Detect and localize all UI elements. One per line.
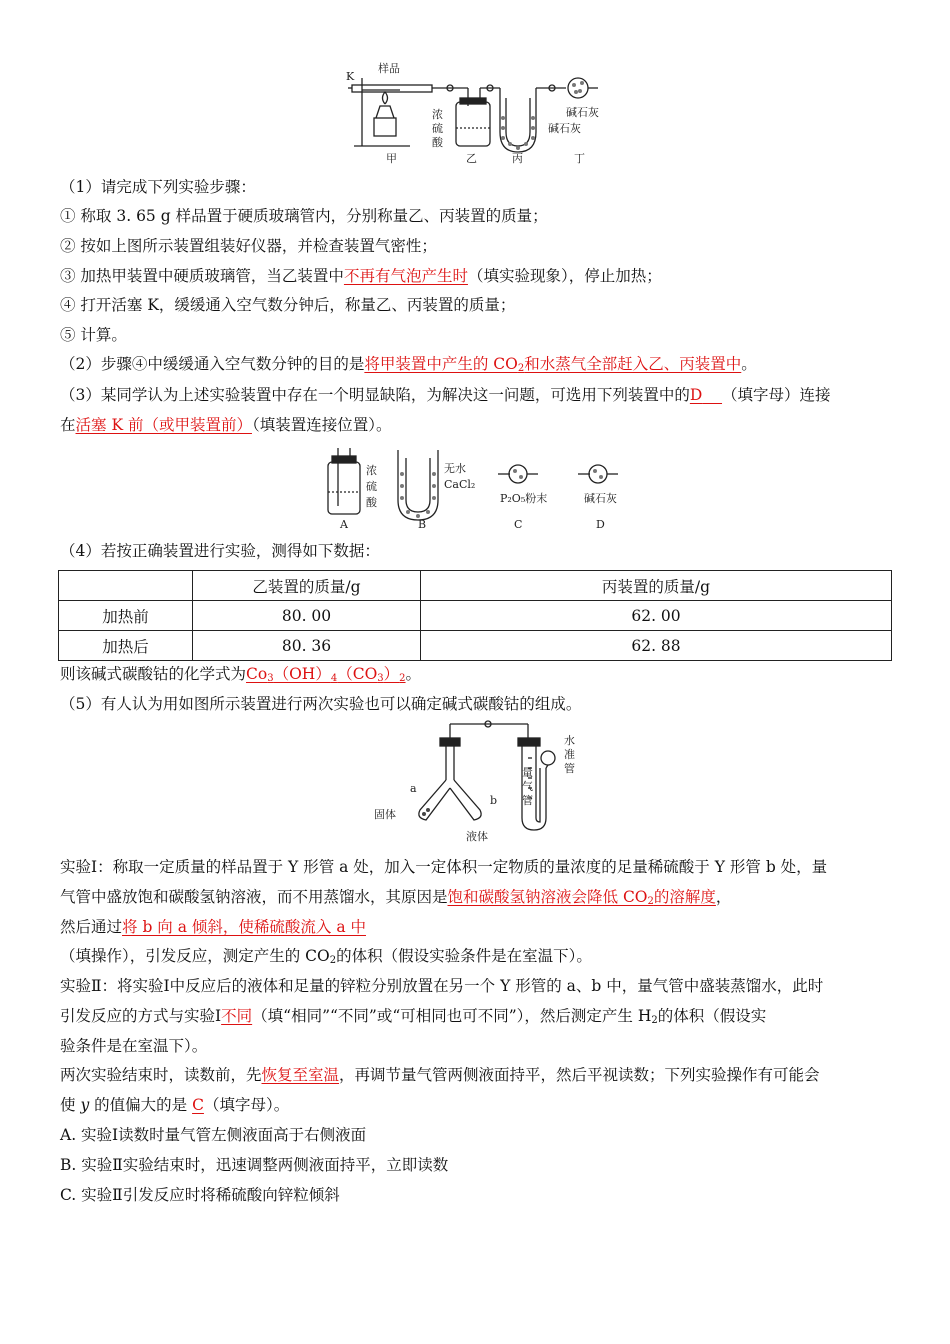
q3-pre2: 在 [60,416,76,434]
label-k: K [346,70,355,83]
q5-option-a: A. 实验Ⅰ读数时量气管左侧液面高于右侧液面 [60,1126,367,1144]
table-header-cell: 乙装置的质量/g [193,571,421,601]
q5-exp1-comma: ， [715,888,732,906]
q4-formula-text: 则该碱式碳酸钴的化学式为 [60,665,247,683]
choice-a: A [340,518,348,531]
choice-a-acid-1: 浓 [366,464,377,477]
label-acid-3: 酸 [432,136,443,149]
q5-exp1-line-1: 实验Ⅰ：称取一定质量的样品置于 Y 形管 a 处，加入一定体积一定物质的量浓度的足量稀硫酸于 Y 形管 b 处，量 [60,858,828,876]
label-sample: 样品 [378,62,400,75]
table-cell: 80. 36 [193,631,421,661]
q1-step-3-text: ③ 加热甲装置中硬质玻璃管，当乙装置中 [60,267,344,285]
q5-title: （5）有人认为用如图所示装置进行两次实验也可以确定碱式碳酸钴的组成。 [60,695,582,713]
choice-a-acid-2: 硫 [366,480,377,493]
q1-step-5: ⑤ 计算。 [60,326,127,344]
q3-answer-1: D [689,386,703,404]
q3-line-2 [60,415,895,435]
choice-b: B [418,518,427,531]
q4-formula-answer: $Co_3(OH)_4(CO_3)_2$ [246,665,406,684]
q4-title: （4）若按正确装置进行实验，测得如下数据： [60,542,380,560]
q5-choice-answer: C [192,1096,204,1114]
q1-step-3-tail: （填实验现象），停止加热； [467,267,662,285]
label-yi: 乙 [466,152,477,165]
q1-step-4: ④ 打开活塞 K，缓缓通入空气数分钟后，称量乙、丙装置的质量； [60,296,516,314]
q5-reading-line-1: 两次实验结束时，读数前，先恢复至室温，再调节量气管两侧液面持平，然后平视读数；下列实验操作有可能会 [60,1066,820,1084]
choice-b-label-2: CaCl₂ [444,478,476,491]
choice-d-label: 碱石灰 [584,492,617,505]
q1-step-1: ① 称取 3. 65 g 样品置于硬质玻璃管内，分别称量乙、丙装置的质量； [60,207,548,225]
label-a: a [410,782,417,795]
q4-formula-line [60,664,895,689]
choice-c: C [514,518,523,531]
label-water-1: 水 [564,734,575,747]
label-acid-1: 浓 [432,108,443,121]
label-b: b [490,794,498,807]
q5-option-c: C. 实验Ⅱ引发反应时将稀硫酸向锌粒倾斜 [60,1186,340,1204]
table-cell: 80. 00 [193,601,421,631]
q3-text: （3）某同学认为上述实验装置中存在一个明显缺陷，为解决这一问题，可选用下列装置中的 [60,386,690,404]
label-ding: 丁 [574,152,585,165]
q5-exp1-line-4: （填操作），引发反应，测定产生的 $CO_2$的体积（假设实验条件是在室温下）。 [60,947,592,966]
q1-title: （1）请完成下列实验步骤： [60,178,256,196]
label-water-3: 管 [564,762,575,775]
label-solid: 固体 [374,808,396,821]
apparatus-figure-1 [340,58,610,170]
table-cell: 加热后 [59,631,193,661]
choice-a-acid-3: 酸 [366,496,377,509]
q5-option-b: B. 实验Ⅱ实验结束时，迅速调整两侧液面持平，立即读数 [60,1156,449,1174]
label-water-2: 准 [564,748,575,761]
q3-line-1 [60,385,895,405]
q5-exp2-line-2: 引发反应的方式与实验Ⅰ不同（填“相同”“不同”或“可相同也可不同”），然后测定产生 $H_2$的体积（假设实 [60,1007,767,1026]
q5-exp1-then: 然后通过 [60,918,123,936]
apparatus-figure-3 [368,718,608,846]
table-row [59,601,892,631]
q4-formula-tail: 。 [405,665,422,683]
label-lime-2: 碱石灰 [548,122,581,135]
q5-reading-line-2: 使 y 的值偏大的是 C（填字母）。 [60,1096,290,1114]
label-liquid: 液体 [466,830,488,843]
table-header-row [59,571,892,601]
table-cell: 加热前 [59,601,193,631]
label-lime-1: 碱石灰 [566,106,599,119]
q5-exp1-answer-reason: 饱和碳酸氢钠溶液会降低 $CO_2$的溶解度 [447,888,716,907]
table-row [59,631,892,661]
label-jia: 甲 [386,152,397,165]
mass-data-table [58,570,892,661]
q5-exp1-line-2 [60,887,895,912]
choice-d: D [596,518,605,531]
q5-exp2-line-3: 验条件是在室温下）。 [60,1037,208,1055]
q3-tail: （填装置连接位置）。 [251,416,392,434]
table-header-cell [59,571,193,601]
q2-answer: 将甲装置中产生的 $CO_2$和水蒸气全部赶入乙、丙装置中 [364,355,742,374]
q1-step-2: ② 按如上图所示装置组装好仪器，并检查装置气密性； [60,237,437,255]
choice-b-label-1: 无水 [444,462,466,475]
q2-text: （2）步骤④中缓缓通入空气数分钟的目的是 [60,355,365,373]
q5-exp2-line-1: 实验Ⅱ：将实验Ⅰ中反应后的液体和足量的锌粒分别放置在另一个 Y 形管的 a、b 中，量气管中盛装蒸馏水，此时 [60,977,824,995]
q5-exp1-answer-operation: 将 b 向 a 倾斜，使稀硫酸流入 a 中 [122,918,366,936]
label-acid-2: 硫 [432,122,443,135]
table-header-cell: 丙装置的质量/g [421,571,892,601]
q1-step-3 [60,266,895,286]
label-gas-3: 管 [522,794,533,807]
label-bing: 丙 [512,152,523,165]
q5-exp2-answer: 不同 [221,1007,253,1025]
q3-mid: （填字母）连接 [722,386,831,404]
q5-exp1-line-3 [60,917,895,937]
choice-c-label: P₂O₅粉末 [500,492,548,505]
q2-line [60,354,895,379]
table-cell: 62. 00 [421,601,892,631]
table-cell: 62. 88 [421,631,892,661]
label-gas-1: 量 [522,766,533,779]
q2-tail: 。 [741,355,757,373]
q3-answer-2: 活塞 K 前（或甲装置前） [75,416,252,434]
q5-reading-answer: 恢复至室温 [261,1066,340,1084]
q1-step-3-answer: 不再有气泡产生时 [343,267,468,285]
q5-exp1-text: 气管中盛放饱和碳酸氢钠溶液，而不用蒸馏水，其原因是 [60,888,448,906]
label-gas-2: 气 [522,780,533,793]
apparatus-figure-2 [318,444,638,534]
